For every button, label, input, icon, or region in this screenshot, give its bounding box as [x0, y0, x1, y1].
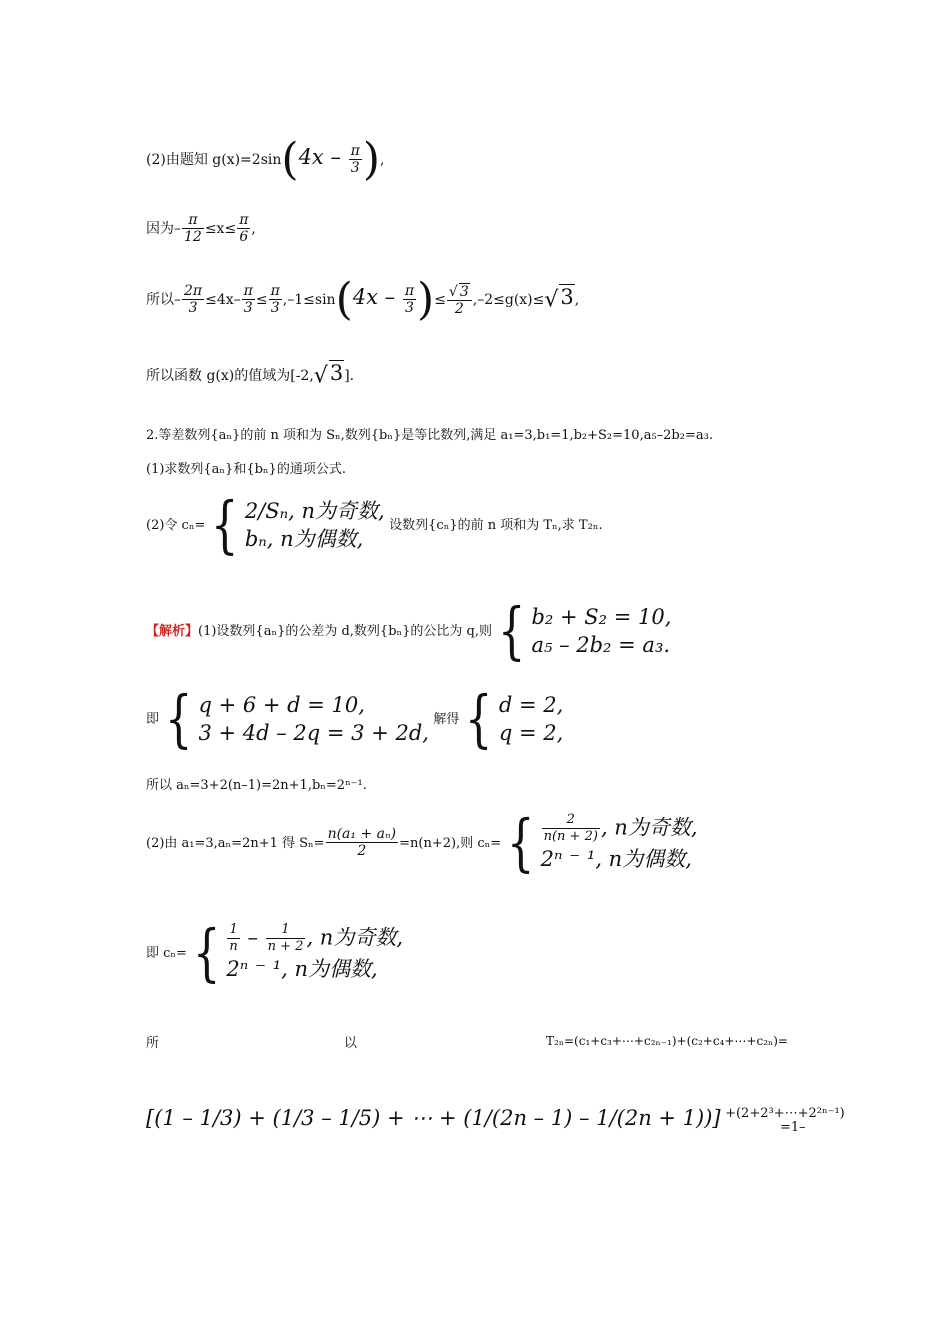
brace-icon: {	[465, 682, 493, 755]
cases	[531, 603, 671, 660]
cn-simplified-line	[146, 916, 403, 989]
text: +(2+2³+⋯+2²ⁿ⁻¹)	[725, 1106, 845, 1121]
numerator: 1	[266, 923, 306, 939]
denominator: 3	[270, 300, 280, 317]
denominator: 12	[184, 229, 202, 246]
numerator: 2π	[184, 283, 203, 300]
case-1: q + 6 + d = 10,	[198, 692, 365, 717]
cases	[226, 923, 403, 983]
denominator: 2	[454, 300, 464, 317]
denominator: 6	[239, 229, 249, 246]
fraction	[542, 813, 600, 845]
final-expression-line	[146, 1106, 845, 1130]
cases	[499, 691, 563, 748]
text: (2)令 cₙ=	[146, 518, 206, 533]
case-2: 3 + 4d – 2q = 3 + 2d,	[198, 721, 429, 745]
question-2-part-1: (1)求数列{aₙ}和{bₙ}的通项公式.	[146, 462, 346, 477]
text: 即	[146, 712, 160, 727]
text: ≤4x–	[205, 292, 241, 308]
denominator: 3	[404, 300, 414, 317]
text: 所以–	[146, 292, 181, 308]
brace-icon: {	[211, 488, 239, 561]
numerator: π	[182, 212, 204, 229]
denominator: 3	[188, 300, 198, 317]
numerator: 1	[227, 923, 239, 939]
case-1: 2/Sₙ, n为奇数,	[244, 498, 385, 523]
fraction	[349, 143, 362, 177]
case-1: d = 2,	[498, 692, 564, 717]
numerator: π	[243, 283, 253, 300]
g-definition-line	[146, 134, 385, 185]
t2n-line: T₂ₙ=(c₁+c₃+⋯+c₂ₙ₋₁)+(c₂+c₄+⋯+c₂ₙ)=	[546, 1034, 788, 1048]
numerator: π	[350, 143, 360, 160]
fraction	[447, 283, 472, 318]
numerator: n(a₁ + aₙ)	[327, 826, 397, 843]
system-line	[146, 682, 564, 755]
text: 所以函数 g(x)的值域为[-2,	[146, 368, 314, 384]
fraction	[227, 923, 239, 955]
text: ].	[344, 368, 355, 384]
general-term-line: 所以 aₙ=3+2(n–1)=2n+1,bₙ=2ⁿ⁻¹.	[146, 778, 367, 793]
numerator: π	[239, 212, 249, 228]
brace-icon: {	[164, 682, 193, 755]
question-2: 2.等差数列{aₙ}的前 n 项和为 Sₙ,数列{bₙ}是等比数列,满足 a₁=3,b₁=1,b₂+S₂=10,a₅–2b₂=a₃.	[146, 428, 713, 443]
radicand: 3	[329, 361, 344, 385]
case-2: 2ⁿ ⁻ ¹, n为偶数,	[226, 956, 378, 981]
radicand: 3	[459, 283, 469, 300]
fraction	[242, 283, 255, 317]
paren-open: (	[281, 134, 299, 185]
sqrt-icon: √	[313, 363, 328, 389]
case-2: q = 2,	[498, 721, 564, 745]
text: ≤	[255, 292, 268, 308]
range-line	[146, 360, 354, 389]
text: ,–1≤sin	[282, 292, 336, 308]
cases	[198, 691, 429, 748]
paren-open: (	[335, 274, 353, 325]
text: 解得	[433, 712, 460, 727]
inequality-line: 所以– $\frac{2\pi}{3}$ ≤4x– $\frac{\pi}{3}$ ≤ $\frac{\pi}{3}$ ,–1≤sin(4x – $\frac{\pi}{3}$ )≤ $\frac{√ 3}{2}$ ,–2≤g(x)≤√3,	[146, 274, 580, 325]
brace-icon: {	[192, 916, 221, 989]
text: ,	[380, 152, 385, 168]
case-1: $\frac{1}{n}$ – $\frac{1}{n + 2}$ , n为奇数,	[229, 922, 403, 954]
fraction	[403, 283, 416, 317]
text: ,	[251, 220, 256, 237]
fraction	[266, 923, 306, 955]
denominator: n(n + 2)	[543, 829, 598, 844]
text: 即 cₙ=	[146, 946, 187, 961]
case-2: a₅ – 2b₂ = a₃.	[531, 633, 671, 657]
denominator: 3	[243, 300, 253, 317]
text: (2)由题知 g(x)=2sin	[146, 152, 282, 168]
range-x-line	[146, 212, 256, 246]
radicand: 3	[560, 285, 574, 309]
text: (1)设数列{aₙ}的公差为 d,数列{bₙ}的公比为 q,则	[198, 624, 493, 639]
question-2-part-2	[146, 488, 603, 561]
math-inner: 4x –	[352, 285, 402, 309]
text: ≤	[434, 292, 446, 308]
solution-tag: 【解析】	[146, 624, 199, 639]
denominator: n	[229, 939, 238, 954]
fraction	[237, 212, 250, 246]
cases	[541, 813, 698, 873]
brace-icon: {	[497, 594, 526, 667]
text: , n为奇数,	[306, 925, 403, 950]
text: 因为–	[146, 220, 181, 237]
fraction	[182, 212, 204, 246]
case-1: b₂ + S₂ = 10,	[531, 604, 672, 629]
denominator: 3	[350, 160, 360, 177]
fraction	[326, 826, 399, 860]
paren-close: )	[417, 274, 435, 325]
numerator: π	[270, 283, 280, 300]
cn-line	[146, 806, 698, 879]
suo-char: 所	[146, 1036, 160, 1051]
numerator: 2	[542, 813, 600, 829]
numerator: √ 3	[447, 283, 472, 301]
denominator: n + 2	[267, 939, 304, 954]
fraction	[182, 283, 204, 317]
bracket-expression: [(1 – 1/3) + (1/3 – 1/5) + ⋯ + (1/(2n – 1) – 1/(2n + 1))]	[146, 1106, 721, 1130]
case-2: 2ⁿ ⁻ ¹, n为偶数,	[540, 846, 692, 871]
text: =n(n+2),则 cₙ=	[399, 836, 502, 851]
paren-close: )	[362, 134, 380, 185]
case-1	[541, 813, 698, 845]
sqrt-icon: √	[544, 287, 559, 313]
denominator: 2	[357, 843, 367, 860]
final-eq: =1–	[780, 1120, 806, 1135]
numerator: π	[404, 283, 415, 300]
text: , n为奇数,	[600, 815, 698, 840]
text: (2)由 a₁=3,aₙ=2n+1 得 Sₙ=	[146, 836, 325, 851]
text: ,–2≤g(x)≤	[472, 292, 545, 308]
text: ≤x≤	[204, 220, 237, 237]
cases	[245, 497, 385, 554]
case-2: bₙ, n为偶数,	[244, 527, 364, 551]
text: 设数列{cₙ}的前 n 项和为 Tₙ,求 T₂ₙ.	[389, 518, 603, 533]
solution-part-1	[146, 594, 672, 667]
yi-char: 以	[344, 1036, 358, 1051]
brace-icon: {	[507, 806, 535, 879]
fraction	[269, 283, 282, 317]
math-inner: 4x –	[298, 145, 348, 169]
